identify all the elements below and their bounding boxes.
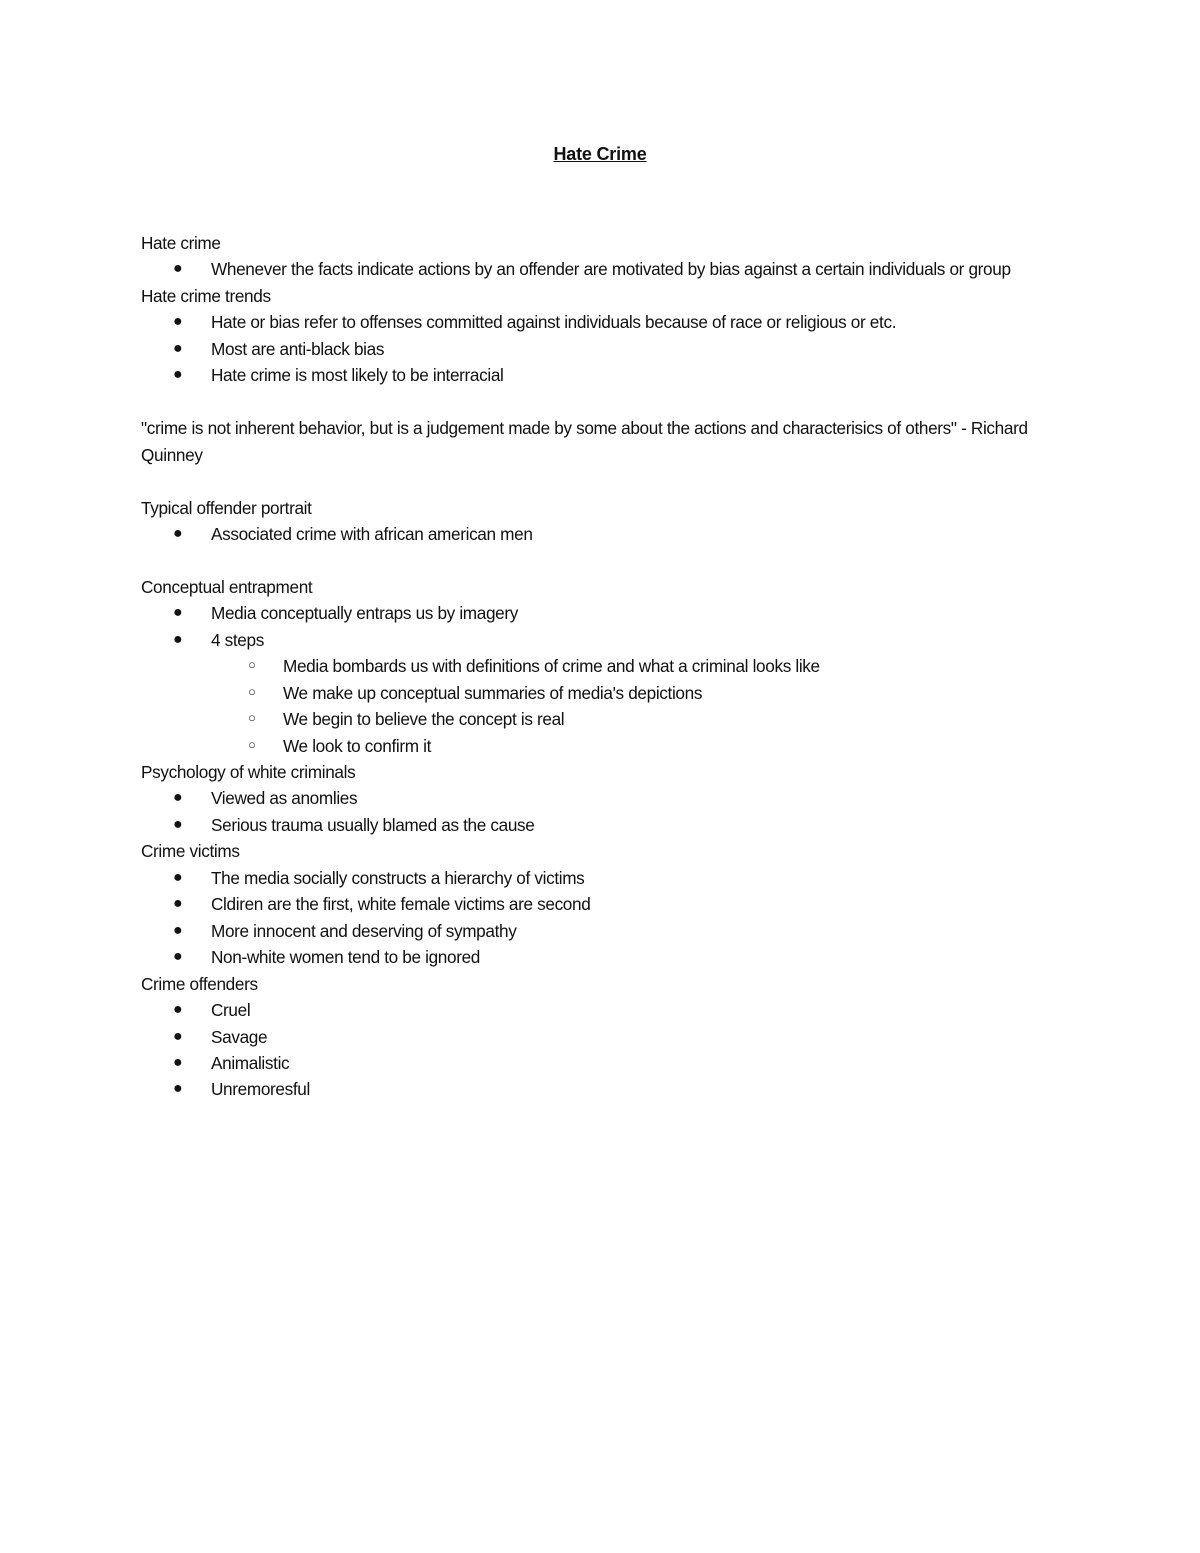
- list-item: ● Non-white women tend to be ignored: [141, 944, 1061, 970]
- section-heading: Typical offender portrait: [141, 497, 312, 518]
- bullet-icon: ●: [173, 630, 183, 648]
- bullet-icon: ●: [173, 921, 183, 939]
- list-item: ● Cruel: [141, 997, 1061, 1023]
- section-heading: Hate crime trends: [141, 285, 271, 306]
- list-item: ● Viewed as anomlies: [141, 785, 1061, 811]
- list-item: ● More innocent and deserving of sympathy: [141, 918, 1061, 944]
- bullet-icon: ●: [173, 868, 183, 886]
- section-heading: Crime offenders: [141, 973, 258, 994]
- bullet-icon: ●: [173, 1001, 183, 1019]
- bullet-icon: ●: [173, 366, 183, 384]
- list-item: ● 4 steps: [141, 627, 1061, 653]
- bullet-icon: ●: [173, 815, 183, 833]
- circle-bullet-icon: ○: [248, 683, 256, 699]
- bullet-icon: ●: [173, 1054, 183, 1071]
- section-heading: Crime victims: [141, 841, 240, 862]
- quote-paragraph: "crime is not inherent behavior, but is a judgement made by some about the actions and characterisics of others" - Richard Quinney: [141, 418, 1028, 465]
- sub-list-item: ○ We make up conceptual summaries of media's depictions: [141, 680, 1061, 706]
- section-heading: Hate crime: [141, 233, 221, 253]
- sub-list-item: ○ We begin to believe the concept is real: [141, 706, 1061, 732]
- sub-list-item: ○ Media bombards us with definitions of crime and what a criminal looks like: [141, 653, 1061, 679]
- circle-bullet-icon: ○: [248, 736, 256, 752]
- list-item: ● Media conceptually entraps us by imagery: [141, 600, 1061, 626]
- list-item: ● Animalistic: [141, 1050, 1061, 1076]
- bullet-icon: ●: [173, 313, 183, 331]
- bullet-icon: ●: [173, 1080, 183, 1098]
- bullet-icon: ●: [173, 604, 183, 622]
- section-heading: Conceptual entrapment: [141, 576, 313, 597]
- circle-bullet-icon: ○: [248, 657, 256, 673]
- bullet-icon: ●: [173, 948, 183, 966]
- list-item: ● Hate crime is most likely to be interracial: [141, 362, 1061, 388]
- document-body: [141, 230, 1061, 1103]
- section-heading: Psychology of white criminals: [141, 762, 356, 783]
- sub-list-item: ○ We look to confirm it: [141, 733, 1061, 759]
- list-item: ● Associated crime with african american men: [141, 521, 1061, 547]
- list-item: ● Whenever the facts indicate actions by an offender are motivated by bias against a certain individuals or group: [141, 256, 1061, 282]
- circle-bullet-icon: ○: [248, 710, 256, 726]
- list-item: ● Most are anti-black bias: [141, 336, 1061, 362]
- bullet-icon: ●: [173, 789, 183, 807]
- bullet-icon: ●: [173, 524, 183, 542]
- list-item: ● Serious trauma usually blamed as the cause: [141, 812, 1061, 838]
- list-item: ● Cldiren are the first, white female victims are second: [141, 891, 1061, 917]
- list-item: ● Hate or bias refer to offenses committed against individuals because of race or religious or etc.: [141, 309, 1061, 335]
- list-item: ● Savage: [141, 1024, 1061, 1050]
- bullet-icon: ●: [173, 1027, 183, 1045]
- bullet-icon: ●: [173, 895, 183, 913]
- bullet-icon: ●: [173, 260, 183, 278]
- list-item: ● The media socially constructs a hierarchy of victims: [141, 865, 1061, 891]
- list-item: ● Unremoresful: [141, 1076, 1061, 1102]
- bullet-icon: ●: [173, 339, 183, 357]
- document-title: Hate Crime: [553, 144, 647, 164]
